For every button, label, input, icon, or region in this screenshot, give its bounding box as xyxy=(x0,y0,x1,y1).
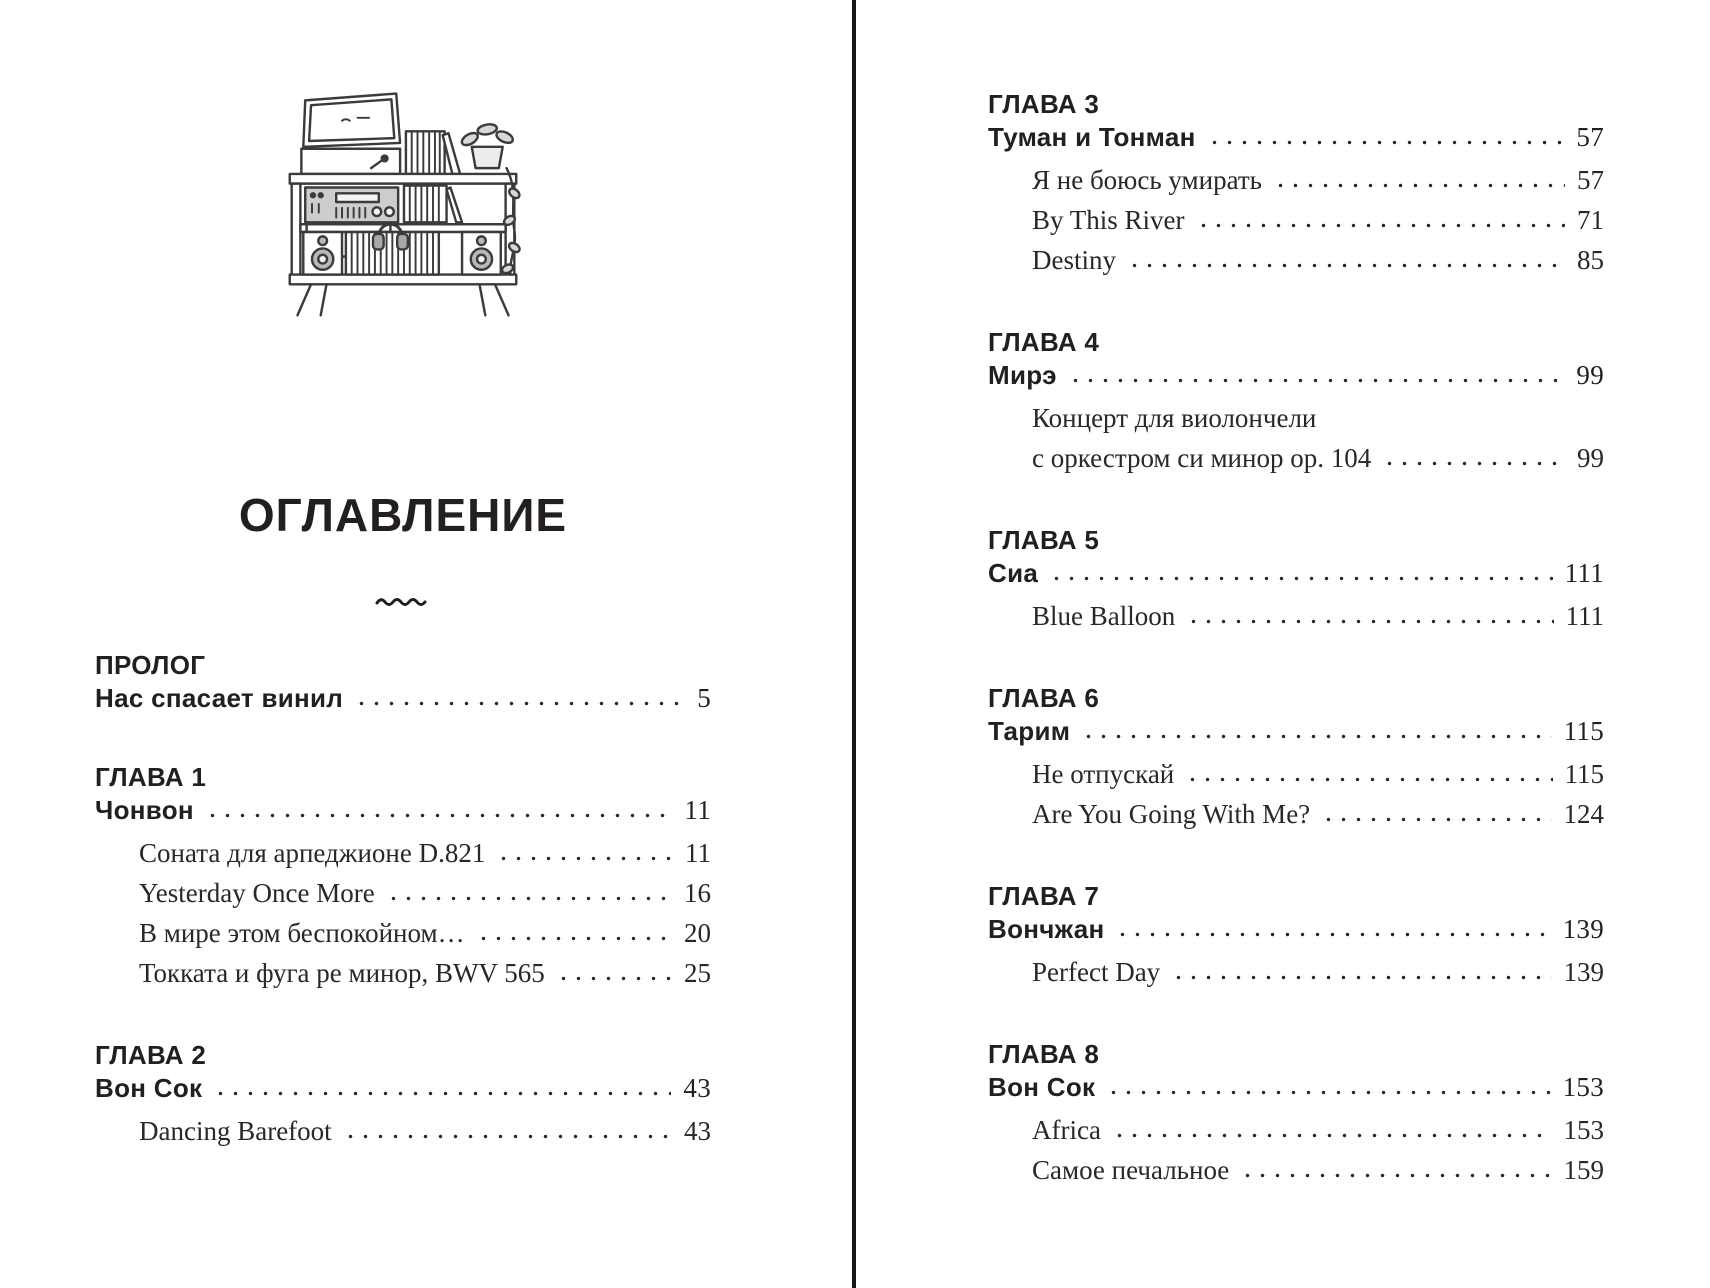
chapter-title: Вончжан xyxy=(988,914,1105,944)
dot-leader xyxy=(343,1133,672,1140)
page-number: 11 xyxy=(684,795,711,825)
chapter-title-row xyxy=(95,1071,711,1105)
chapter-heading: ГЛАВА 1 xyxy=(95,762,207,792)
chapter-heading: ГЛАВА 3 xyxy=(988,89,1100,119)
chapter-title-row xyxy=(988,358,1604,392)
page-number: 85 xyxy=(1577,245,1604,275)
track-row xyxy=(988,596,1604,636)
toc-section xyxy=(988,880,1604,992)
chapter-title-row xyxy=(988,714,1604,748)
page-number: 25 xyxy=(684,958,711,988)
page-number: 99 xyxy=(1576,360,1604,390)
toc-section xyxy=(988,326,1604,478)
chapter-tracks xyxy=(988,398,1604,478)
track-title: Концерт для виолончели xyxy=(1032,403,1317,433)
chapter-heading: ГЛАВА 2 xyxy=(95,1040,207,1070)
track-row xyxy=(988,200,1604,240)
dot-leader xyxy=(1106,1089,1550,1096)
toc-section xyxy=(95,1039,711,1151)
chapter-tracks xyxy=(988,1110,1604,1190)
track-title: Соната для арпеджионе D.821 xyxy=(139,838,486,868)
vinyl-record-console-illustration xyxy=(95,84,711,325)
track-row xyxy=(988,1150,1604,1190)
dot-leader xyxy=(1171,974,1551,981)
page-number: 124 xyxy=(1563,799,1604,829)
chapter-title-row xyxy=(988,120,1604,154)
page-number: 139 xyxy=(1563,957,1604,987)
dot-leader xyxy=(1321,816,1551,823)
chapter-title: Вон Сок xyxy=(95,1073,203,1103)
page-number: 43 xyxy=(683,1073,711,1103)
toc-title: ОГЛАВЛЕНИЕ xyxy=(238,489,568,541)
page-number: 71 xyxy=(1577,205,1604,235)
track-title: Не отпускай xyxy=(1032,759,1175,789)
track-title: Africa xyxy=(1032,1115,1101,1145)
track-row xyxy=(95,953,711,993)
track-title: Destiny xyxy=(1032,245,1116,275)
track-title: Dancing Barefoot xyxy=(139,1116,332,1146)
toc-sections-right xyxy=(988,0,1604,1190)
page-number: 99 xyxy=(1577,443,1604,473)
dot-leader xyxy=(1382,460,1565,467)
track-row xyxy=(95,1111,711,1151)
chapter-title: Туман и Тонман xyxy=(988,122,1196,152)
chapter-title: Тарим xyxy=(988,716,1071,746)
chapter-title: Нас спасает винил xyxy=(95,683,344,713)
dot-leader xyxy=(386,895,672,902)
chapter-heading: ГЛАВА 5 xyxy=(988,525,1100,555)
chapter-title-row xyxy=(95,793,711,827)
dot-leader xyxy=(1049,575,1552,582)
dot-leader xyxy=(213,1090,671,1097)
toc-section xyxy=(988,682,1604,834)
chapter-title: Мирэ xyxy=(988,360,1057,390)
chapter-tracks xyxy=(95,833,711,993)
chapter-tracks xyxy=(988,596,1604,636)
page-number: 5 xyxy=(697,683,711,713)
left-page xyxy=(95,0,711,1151)
chapter-title-row xyxy=(95,681,711,715)
track-title: Токката и фуга ре минор, BWV 565 xyxy=(139,958,545,988)
chapter-tracks xyxy=(988,952,1604,992)
dot-leader xyxy=(1127,262,1565,269)
chapter-title-row xyxy=(988,1070,1604,1104)
chapter-heading: ГЛАВА 8 xyxy=(988,1039,1100,1069)
toc-sections-left xyxy=(95,649,711,1151)
toc-section xyxy=(95,761,711,993)
wavy-line-ornament xyxy=(95,594,711,615)
track-row xyxy=(988,952,1604,992)
toc-section xyxy=(988,524,1604,636)
chapter-heading: ГЛАВА 4 xyxy=(988,327,1100,357)
dot-leader xyxy=(1186,618,1553,625)
dot-leader xyxy=(1207,139,1565,146)
chapter-heading: ПРОЛОГ xyxy=(95,650,206,680)
track-row xyxy=(988,240,1604,280)
page-number: 159 xyxy=(1563,1155,1604,1185)
page-number: 153 xyxy=(1562,1072,1604,1102)
track-title: В мире этом беспокойном… xyxy=(139,918,465,948)
page-gutter-divider xyxy=(852,0,856,1288)
chapter-title-row xyxy=(988,556,1604,590)
chapter-title-row xyxy=(988,912,1604,946)
dot-leader xyxy=(205,812,673,819)
dot-leader xyxy=(1196,222,1565,229)
track-row xyxy=(988,438,1604,478)
page-number: 153 xyxy=(1563,1115,1604,1145)
dot-leader xyxy=(354,700,685,707)
right-page xyxy=(988,0,1604,1190)
dot-leader xyxy=(556,975,672,982)
chapter-heading: ГЛАВА 7 xyxy=(988,881,1100,911)
record-player-shelf-drawing xyxy=(282,84,524,320)
page-number: 57 xyxy=(1577,165,1604,195)
page-number: 139 xyxy=(1562,914,1604,944)
track-row xyxy=(988,794,1604,834)
track-title: Самое печальное xyxy=(1032,1155,1230,1185)
page-number: 16 xyxy=(684,878,711,908)
track-title: By This River xyxy=(1032,205,1185,235)
track-row xyxy=(988,754,1604,794)
track-title: с оркестром си минор op. 104 xyxy=(1032,443,1372,473)
dot-leader xyxy=(1185,776,1552,783)
page-number: 115 xyxy=(1563,716,1604,746)
track-title: Are You Going With Me? xyxy=(1032,799,1311,829)
dot-leader xyxy=(1068,377,1565,384)
track-title: Я не боюсь умирать xyxy=(1032,165,1262,195)
page-number: 111 xyxy=(1564,558,1604,588)
dot-leader xyxy=(1081,733,1551,740)
track-row xyxy=(988,398,1604,438)
track-row xyxy=(988,1110,1604,1150)
track-row xyxy=(95,913,711,953)
track-title: Perfect Day xyxy=(1032,957,1161,987)
page-number: 11 xyxy=(685,838,711,868)
chapter-title: Вон Сок xyxy=(988,1072,1096,1102)
page-number: 57 xyxy=(1576,122,1604,152)
track-row xyxy=(988,160,1604,200)
chapter-title: Сиа xyxy=(988,558,1039,588)
page-number: 20 xyxy=(684,918,711,948)
dot-leader xyxy=(476,935,672,942)
toc-section xyxy=(95,649,711,715)
dot-leader xyxy=(1115,931,1550,938)
page-number: 111 xyxy=(1565,601,1604,631)
toc-section xyxy=(988,1038,1604,1190)
track-title: Blue Balloon xyxy=(1032,601,1176,631)
dot-leader xyxy=(1273,182,1565,189)
track-row xyxy=(95,833,711,873)
chapter-title: Чонвон xyxy=(95,795,194,825)
chapter-heading: ГЛАВА 6 xyxy=(988,683,1100,713)
page-number: 115 xyxy=(1564,759,1604,789)
chapter-tracks xyxy=(95,1111,711,1151)
dot-leader xyxy=(1112,1132,1552,1139)
track-row xyxy=(95,873,711,913)
toc-section xyxy=(988,88,1604,280)
chapter-tracks xyxy=(988,754,1604,834)
dot-leader xyxy=(1240,1172,1551,1179)
track-title: Yesterday Once More xyxy=(139,878,375,908)
dot-leader xyxy=(496,855,673,862)
page-number: 43 xyxy=(684,1116,711,1146)
chapter-tracks xyxy=(988,160,1604,280)
